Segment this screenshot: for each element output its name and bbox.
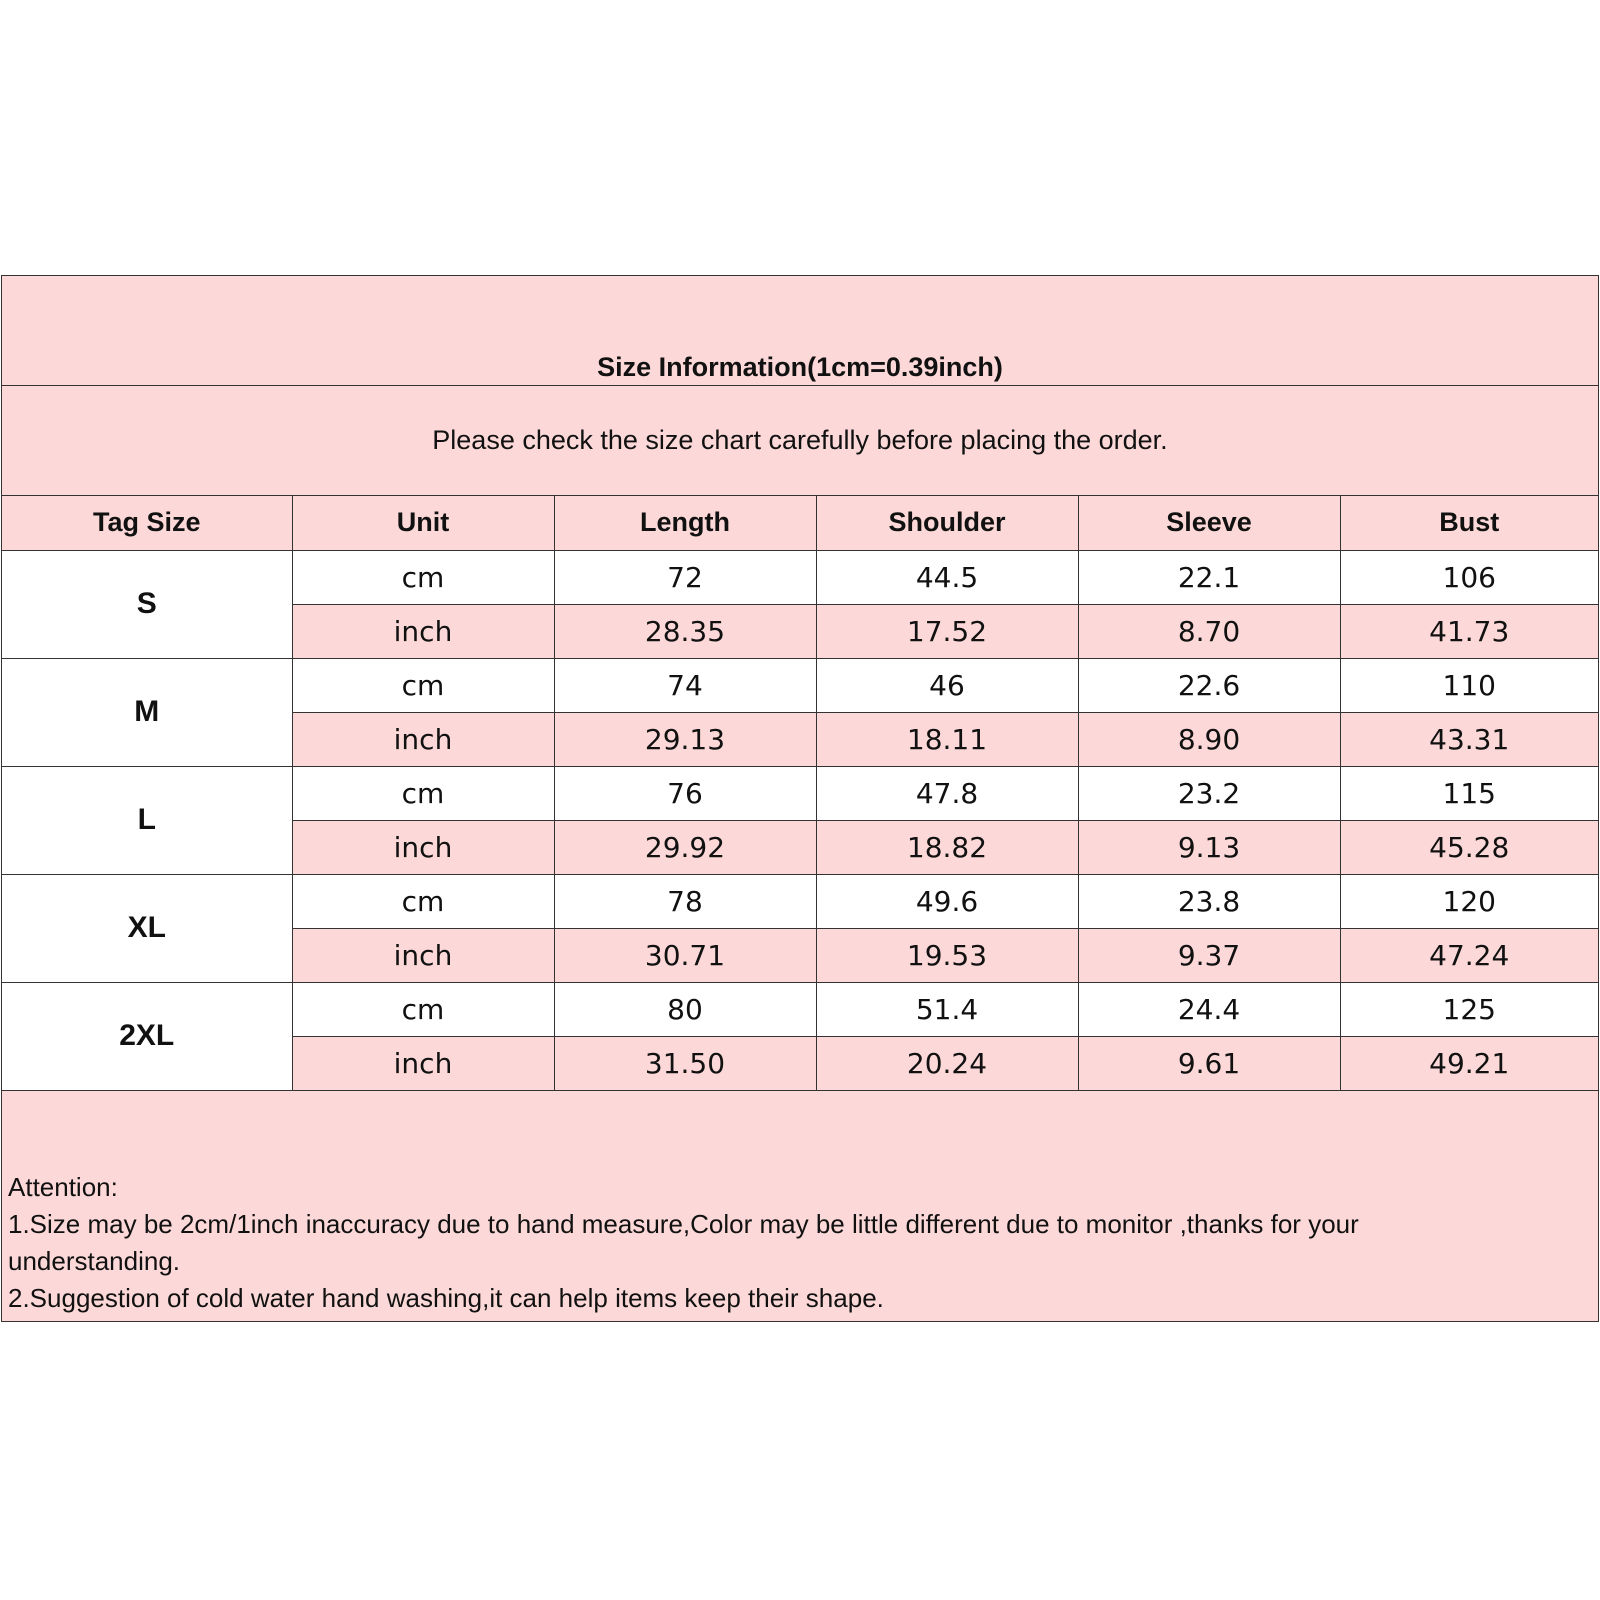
tag-size-cell: L (2, 766, 292, 874)
table-header-row (2, 496, 1598, 550)
length-cell: 80 (554, 982, 816, 1036)
shoulder-cell: 18.11 (816, 712, 1078, 766)
length-cell: 29.92 (554, 820, 816, 874)
unit-cell: inch (292, 604, 554, 658)
size-chart (1, 275, 1599, 1322)
length-cell: 76 (554, 766, 816, 820)
length-cell: 30.71 (554, 928, 816, 982)
size-chart-subtitle: Please check the size chart carefully before placing the order. (2, 386, 1598, 496)
shoulder-cell: 49.6 (816, 874, 1078, 928)
bust-cell: 49.21 (1340, 1036, 1598, 1090)
attention-heading: Attention: (8, 1172, 118, 1202)
shoulder-cell: 20.24 (816, 1036, 1078, 1090)
unit-cell: inch (292, 712, 554, 766)
size-chart-title-row (2, 276, 1598, 386)
sleeve-cell: 23.8 (1078, 874, 1340, 928)
sleeve-cell: 9.37 (1078, 928, 1340, 982)
bust-cell: 43.31 (1340, 712, 1598, 766)
header-length: Length (554, 496, 816, 550)
table-row (2, 874, 1598, 928)
length-cell: 72 (554, 550, 816, 604)
unit-cell: inch (292, 1036, 554, 1090)
shoulder-cell: 47.8 (816, 766, 1078, 820)
shoulder-cell: 46 (816, 658, 1078, 712)
unit-cell: cm (292, 982, 554, 1036)
header-bust: Bust (1340, 496, 1598, 550)
shoulder-cell: 44.5 (816, 550, 1078, 604)
sleeve-cell: 24.4 (1078, 982, 1340, 1036)
sleeve-cell: 9.13 (1078, 820, 1340, 874)
sleeve-cell: 9.61 (1078, 1036, 1340, 1090)
sleeve-cell: 22.6 (1078, 658, 1340, 712)
shoulder-cell: 19.53 (816, 928, 1078, 982)
header-sleeve: Sleeve (1078, 496, 1340, 550)
length-cell: 31.50 (554, 1036, 816, 1090)
bust-cell: 125 (1340, 982, 1598, 1036)
length-cell: 78 (554, 874, 816, 928)
table-row (2, 766, 1598, 820)
table-row (2, 658, 1598, 712)
unit-cell: cm (292, 550, 554, 604)
table-row (2, 550, 1598, 604)
bust-cell: 45.28 (1340, 820, 1598, 874)
unit-cell: inch (292, 928, 554, 982)
bust-cell: 120 (1340, 874, 1598, 928)
bust-cell: 110 (1340, 658, 1598, 712)
unit-cell: cm (292, 766, 554, 820)
size-table (2, 496, 1598, 1091)
bust-cell: 106 (1340, 550, 1598, 604)
header-unit: Unit (292, 496, 554, 550)
sleeve-cell: 8.70 (1078, 604, 1340, 658)
shoulder-cell: 18.82 (816, 820, 1078, 874)
unit-cell: cm (292, 874, 554, 928)
attention-note-1: 1.Size may be 2cm/1inch inaccuracy due to hand measure,Color may be little different due to monitor ,thanks for your understanding. (8, 1209, 1359, 1276)
sleeve-cell: 23.2 (1078, 766, 1340, 820)
tag-size-cell: XL (2, 874, 292, 982)
length-cell: 28.35 (554, 604, 816, 658)
length-cell: 29.13 (554, 712, 816, 766)
unit-cell: inch (292, 820, 554, 874)
tag-size-cell: 2XL (2, 982, 292, 1090)
attention-notes (8, 1169, 1518, 1317)
bust-cell: 47.24 (1340, 928, 1598, 982)
bust-cell: 41.73 (1340, 604, 1598, 658)
attention-note-2: 2.Suggestion of cold water hand washing,it can help items keep their shape. (8, 1283, 884, 1313)
length-cell: 74 (554, 658, 816, 712)
sleeve-cell: 22.1 (1078, 550, 1340, 604)
table-row (2, 982, 1598, 1036)
size-chart-title: Size Information(1cm=0.39inch) (597, 352, 1003, 382)
header-tag-size: Tag Size (2, 496, 292, 550)
bust-cell: 115 (1340, 766, 1598, 820)
shoulder-cell: 17.52 (816, 604, 1078, 658)
sleeve-cell: 8.90 (1078, 712, 1340, 766)
unit-cell: cm (292, 658, 554, 712)
header-shoulder: Shoulder (816, 496, 1078, 550)
shoulder-cell: 51.4 (816, 982, 1078, 1036)
tag-size-cell: S (2, 550, 292, 658)
tag-size-cell: M (2, 658, 292, 766)
